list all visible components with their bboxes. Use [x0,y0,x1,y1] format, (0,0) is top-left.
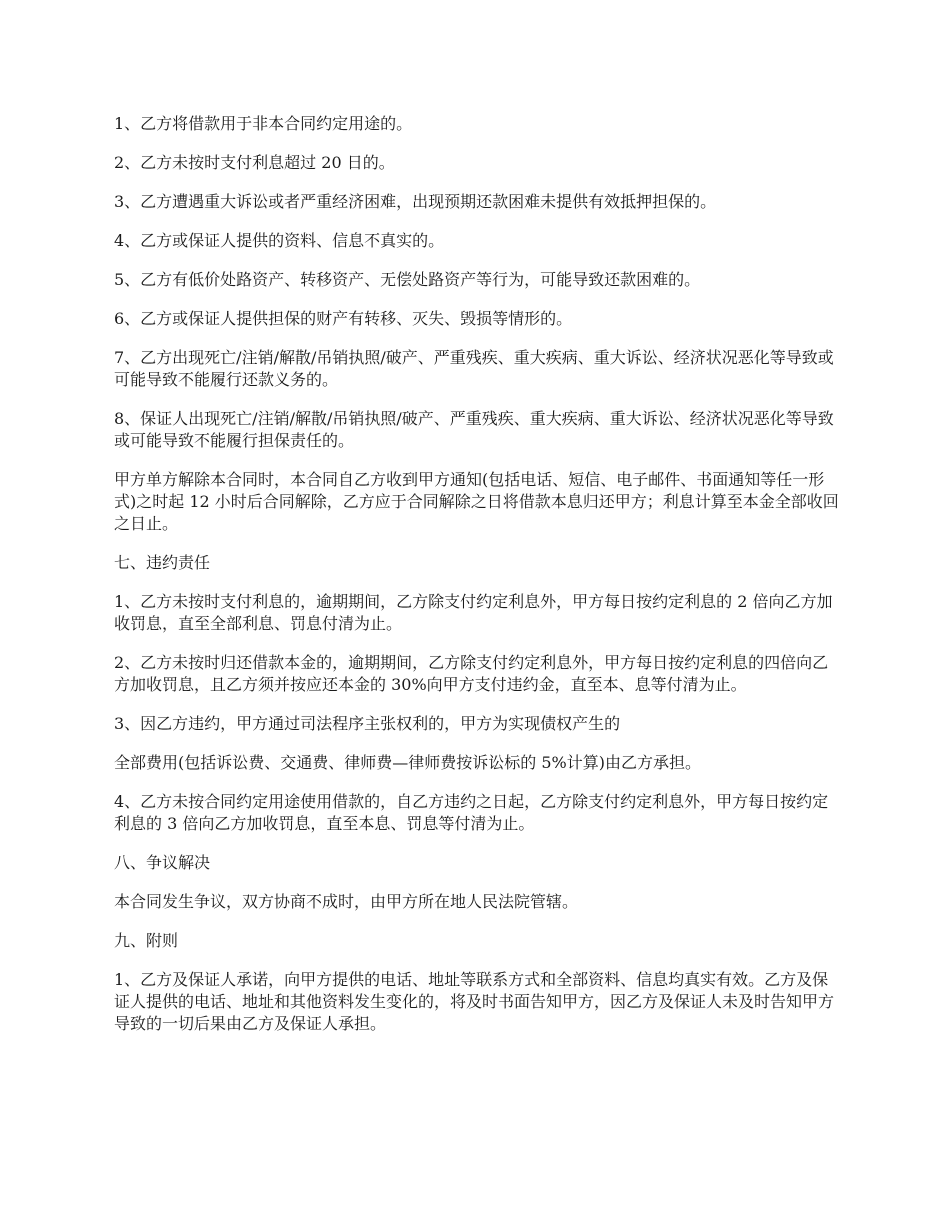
clause-item-7: 7、乙方出现死亡/注销/解散/吊销执照/破产、严重残疾、重大疾病、重大诉讼、经济状况恶化等导致或可能导致不能履行还款义务的。 [114,348,834,389]
termination-paragraph: 甲方单方解除本合同时，本合同自乙方收到甲方通知(包括电话、短信、电子邮件、书面通知等任一形式)之时起 12 小时后合同解除，乙方应于合同解除之日将借款本息归还甲方；利息计算至本金全部收回之日止。 [114,470,839,533]
supplementary-item-1: 1、乙方及保证人承诺，向甲方提供的电话、地址等联系方式和全部资料、信息均真实有效。乙方及保证人提供的电话、地址和其他资料发生变化的，将及时书面告知甲方，因乙方及保证人未及时告知甲方导致的一切后果由乙方及保证人承担。 [114,970,835,1033]
clause-item-5: 5、乙方有低价处路资产、转移资产、无偿处路资产等行为，可能导致还款困难的。 [114,270,701,289]
clause-item-8: 8、保证人出现死亡/注销/解散/吊销执照/破产、严重残疾、重大疾病、重大诉讼、经济状况恶化等导致或可能导致不能履行担保责任的。 [114,409,834,450]
breach-item-3: 3、因乙方违约，甲方通过司法程序主张权利的，甲方为实现债权产生的 [114,714,621,733]
clause-item-2: 2、乙方未按时支付利息超过 20 日的。 [114,153,395,172]
dispute-paragraph: 本合同发生争议，双方协商不成时，由甲方所在地人民法院管辖。 [114,892,579,911]
breach-item-1: 1、乙方未按时支付利息的，逾期期间，乙方除支付约定利息外，甲方每日按约定利息的 2 倍向乙方加收罚息，直至全部利息、罚息付清为止。 [114,592,833,633]
breach-item-2: 2、乙方未按时归还借款本金的，逾期期间，乙方除支付约定利息外，甲方每日按约定利息的四倍向乙方加收罚息，且乙方须并按应还本金的 30%向甲方支付违约金，直至本、息等付清为止。 [114,653,829,694]
clause-item-6: 6、乙方或保证人提供担保的财产有转移、灭失、毁损等情形的。 [114,309,573,328]
clause-item-4: 4、乙方或保证人提供的资料、信息不真实的。 [114,231,445,250]
clause-item-1: 1、乙方将借款用于非本合同约定用途的。 [114,114,413,133]
section-heading-supplementary: 九、附则 [114,931,179,950]
section-heading-breach: 七、违约责任 [114,553,211,572]
section-heading-dispute: 八、争议解决 [114,853,211,872]
breach-item-4: 4、乙方未按合同约定用途使用借款的，自乙方违约之日起，乙方除支付约定利息外，甲方每日按约定利息的 3 倍向乙方加收罚息，直至本息、罚息等付清为止。 [114,792,829,833]
breach-item-3-continued: 全部费用(包括诉讼费、交通费、律师费—律师费按诉讼标的 5%计算)由乙方承担。 [114,753,701,772]
clause-item-3: 3、乙方遭遇重大诉讼或者严重经济困难，出现预期还款困难未提供有效抵押担保的。 [114,192,717,211]
